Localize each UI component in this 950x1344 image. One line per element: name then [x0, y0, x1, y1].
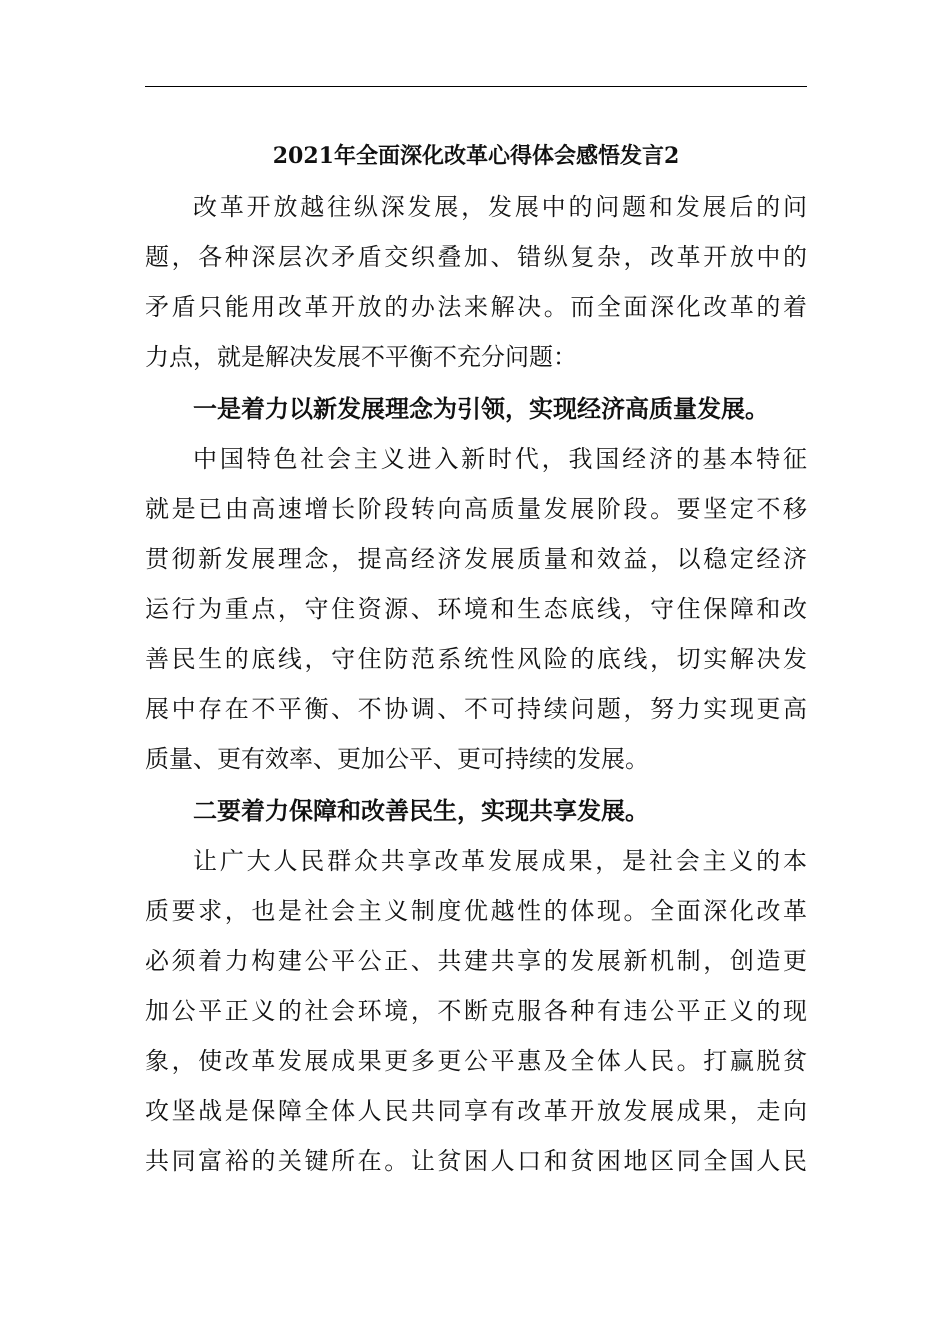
paragraph-3-line-5: 象，使改革发展成果更多更公平惠及全体人民。打赢脱贫	[145, 1047, 807, 1075]
paragraph-2-line-4: 运行为重点，守住资源、环境和生态底线，守住保障和改	[145, 595, 807, 623]
section-heading-2: 二要着力保障和改善民生，实现共享发展。	[193, 796, 649, 825]
section-heading-1: 一是着力以新发展理念为引领，实现经济高质量发展。	[193, 394, 769, 423]
paragraph-3-line-6: 攻坚战是保障全体人民共同享有改革开放发展成果，走向	[145, 1097, 807, 1125]
paragraph-2-line-7: 质量、更有效率、更加公平、更可持续的发展。	[145, 745, 649, 773]
header-rule	[145, 86, 807, 87]
paragraph-3-line-1: 让广大人民群众共享改革发展成果，是社会主义的本	[193, 847, 807, 875]
paragraph-2-line-2: 就是已由高速增长阶段转向高质量发展阶段。要坚定不移	[145, 495, 807, 523]
paragraph-2-line-6: 展中存在不平衡、不协调、不可持续问题，努力实现更高	[145, 695, 807, 723]
paragraph-1-line-1: 改革开放越往纵深发展，发展中的问题和发展后的问	[193, 193, 807, 221]
paragraph-3-line-7: 共同富裕的关键所在。让贫困人口和贫困地区同全国人民	[145, 1147, 807, 1175]
paragraph-1-line-3: 矛盾只能用改革开放的办法来解决。而全面深化改革的着	[145, 293, 807, 321]
paragraph-1-line-2: 题，各种深层次矛盾交织叠加、错纵复杂，改革开放中的	[145, 243, 807, 271]
paragraph-3-line-4: 加公平正义的社会环境，不断克服各种有违公平正义的现	[145, 997, 807, 1025]
paragraph-3-line-2: 质要求，也是社会主义制度优越性的体现。全面深化改革	[145, 897, 807, 925]
paragraph-2-line-1: 中国特色社会主义进入新时代，我国经济的基本特征	[193, 445, 807, 473]
paragraph-1-line-4: 力点，就是解决发展不平衡不充分问题：	[145, 343, 577, 371]
document-title: 2021年全面深化改革心得体会感悟发言2	[272, 143, 680, 169]
paragraph-2-line-3: 贯彻新发展理念，提高经济发展质量和效益，以稳定经济	[145, 545, 807, 573]
paragraph-3-line-3: 必须着力构建公平公正、共建共享的发展新机制，创造更	[145, 947, 807, 975]
paragraph-2-line-5: 善民生的底线，守住防范系统性风险的底线，切实解决发	[145, 645, 807, 673]
